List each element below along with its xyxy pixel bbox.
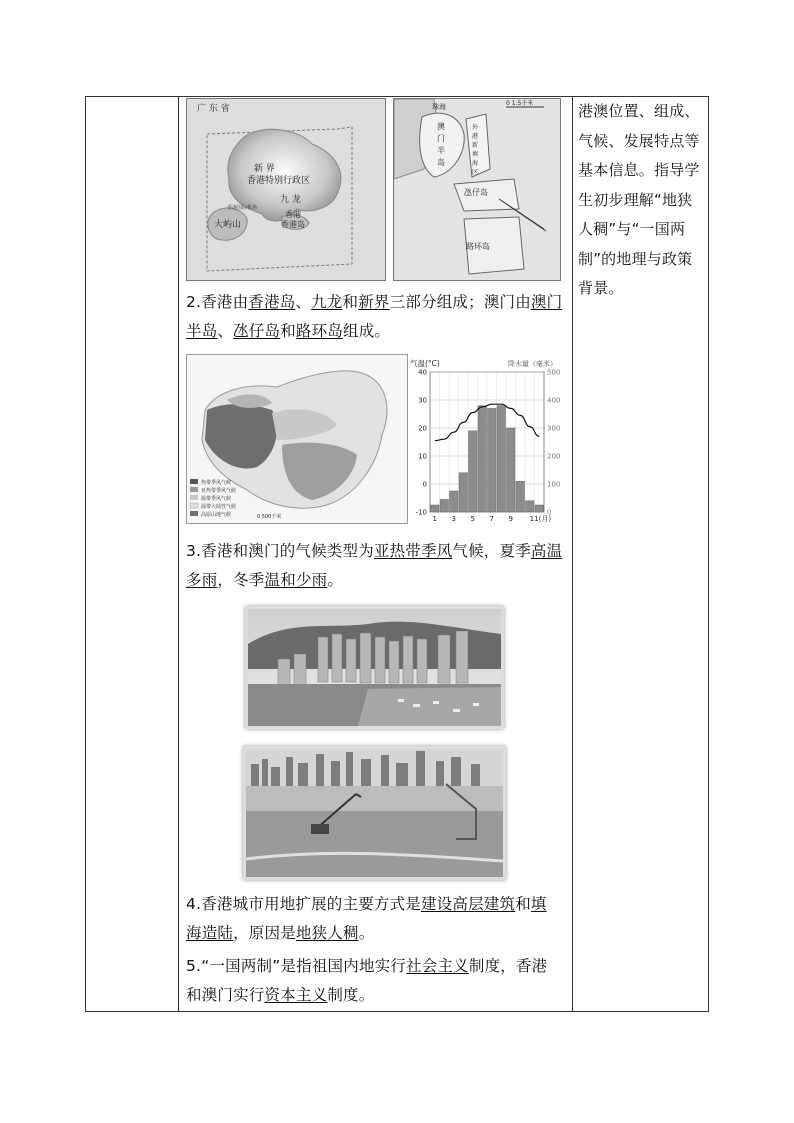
- map-hkisland-label: 香港岛: [281, 220, 305, 229]
- text5-line2-prefix: 和澳门实行: [186, 986, 265, 1004]
- text-composition: [186, 288, 568, 346]
- text2-sep1: 、: [295, 293, 312, 311]
- text2-hk-island: 香港岛: [248, 293, 296, 311]
- chart-ylabel-right: 降水量（毫米）: [508, 360, 557, 368]
- text2-and2: 和: [280, 322, 296, 340]
- map-airport-label: 香港国际机场: [227, 205, 258, 211]
- text4-reclaim-2: 海造陆: [186, 924, 234, 942]
- text2-end: 组成。: [343, 322, 391, 340]
- chart-xtick: 5: [470, 515, 475, 523]
- note-line-7: 背景。: [578, 279, 624, 297]
- text2-macau-2: 半岛: [186, 322, 218, 340]
- macau-zhuhai-label: 珠海: [432, 103, 446, 111]
- chart-ytick-right: 200: [547, 452, 561, 461]
- precipitation-bar: [526, 501, 535, 512]
- chart-ytick-right: 400: [547, 396, 561, 405]
- legend-tropical: 热带季风气候: [201, 480, 232, 486]
- text4-reason: 地狭人稠: [295, 924, 359, 942]
- note-line-6: 制”的地理与政策: [578, 249, 693, 268]
- text4-mid: ，原因是: [233, 924, 296, 942]
- precipitation-bar: [459, 473, 468, 512]
- macau-harbor-char-5: 海: [472, 160, 479, 167]
- chart-xtick: 1: [432, 515, 437, 523]
- chart-ytick-right: 100: [547, 480, 561, 489]
- text3-summer-1: 高温: [530, 542, 563, 560]
- text3-mid: 气候，夏季: [452, 542, 531, 560]
- map-lantau-label: 大屿山: [214, 220, 242, 230]
- map-province-label: 广 东 省: [197, 104, 230, 114]
- column-divider-1: [178, 97, 179, 1011]
- text2-kowloon: 九龙: [311, 293, 343, 311]
- highrise-photo: [245, 606, 504, 729]
- precipitation-bar: [440, 499, 449, 512]
- macau-harbor-char-1: 外: [472, 124, 479, 131]
- legend-subtropical: 亚热带季风气候: [201, 488, 237, 494]
- note-line-4: 生初步理解“地狭: [578, 190, 693, 209]
- chart-xtick: 11(月): [529, 515, 552, 523]
- legend-continental: 温带大陆性气候: [201, 504, 237, 510]
- legend-plateau: 高原山地气候: [201, 512, 232, 518]
- text3-mid2: ，冬季: [217, 571, 265, 589]
- chart-ytick-right: 500: [547, 368, 561, 377]
- text2-new-territories: 新界: [358, 293, 390, 311]
- map-hk-label: 香港: [285, 210, 301, 219]
- macau-map: [393, 98, 561, 281]
- text4-reclaim-1: 填: [530, 895, 547, 913]
- text3-winter: 温和少雨: [264, 571, 328, 589]
- chart-ytick-right: 300: [547, 424, 561, 433]
- chart-xtick: 3: [451, 515, 456, 523]
- precipitation-bar: [507, 428, 516, 512]
- macau-harbor-char-2: 港: [472, 133, 479, 140]
- text4-highrise: 建设高层建筑: [421, 895, 516, 913]
- map-sar-label: 香港特别行政区: [247, 176, 311, 186]
- chart-ytick-left: -10: [415, 508, 427, 517]
- legend-temperate-monsoon: 温带季风气候: [201, 496, 232, 502]
- column-divider-2: [572, 97, 573, 1011]
- text-land-expansion: [186, 890, 568, 948]
- macau-peninsula-char-2: 门: [437, 134, 445, 143]
- macau-coloane-label: 路环岛: [466, 242, 490, 251]
- precipitation-bar: [535, 505, 544, 512]
- chart-xtick: 9: [508, 515, 513, 523]
- precipitation-bar: [478, 406, 487, 512]
- note-line-2: 气候、发展特点等: [578, 131, 700, 150]
- macau-peninsula-char-1: 澳: [437, 122, 445, 131]
- climate-map-scale: 0 500千米: [257, 514, 282, 520]
- note-line-3: 基本信息。指导学: [578, 161, 700, 179]
- text2-taipa: 氹仔岛: [233, 322, 281, 340]
- china-climate-map: [186, 354, 408, 524]
- chart-ytick-left: 40: [418, 368, 427, 377]
- text2-prefix: 2.香港由: [186, 293, 249, 311]
- text3-end: 。: [327, 571, 344, 589]
- text3-climate-type: 亚热带季风: [373, 542, 453, 560]
- text2-macau-1: 澳门: [530, 293, 563, 311]
- hong-kong-map: [186, 98, 386, 281]
- text-climate: [186, 537, 568, 595]
- text4-end: 。: [358, 924, 375, 942]
- text3-summer-2: 多雨: [186, 571, 218, 589]
- chart-xtick: 7: [489, 515, 494, 523]
- text4-and: 和: [515, 895, 531, 913]
- macau-scale-label: 0 1.5千米: [506, 100, 534, 107]
- text4-prefix: 4.香港城市用地扩展的主要方式是: [186, 895, 421, 913]
- macau-harbor-char-3: 新: [472, 142, 479, 149]
- text5-prefix: 5.“一国两制”是指祖国内地实行: [186, 957, 407, 975]
- chart-ylabel-left: 气温(°C): [410, 359, 440, 368]
- precipitation-bar: [488, 408, 497, 512]
- macau-peninsula-char-4: 岛: [437, 158, 445, 167]
- text5-end: 制度。: [327, 986, 375, 1004]
- macau-peninsula-char-3: 半: [437, 146, 445, 155]
- text-one-country-two-systems: [186, 952, 568, 1010]
- macau-harbor-char-6: 区: [472, 169, 479, 176]
- chart-ytick-left: 10: [418, 452, 427, 461]
- map-newterritories-label: 新 界: [254, 164, 275, 174]
- chart-ytick-right: 0: [547, 508, 552, 517]
- teaching-notes: [578, 97, 706, 304]
- precipitation-bar: [497, 406, 506, 512]
- climate-chart: [408, 354, 566, 524]
- note-line-1: 港澳位置、组成、: [578, 102, 700, 120]
- text5-capitalism: 资本主义: [264, 986, 328, 1004]
- text2-sep2: 、: [217, 322, 234, 340]
- climate-chart-svg: [408, 354, 566, 524]
- reclamation-photo: [243, 746, 506, 880]
- map-kowloon-label: 九 龙: [280, 195, 301, 205]
- text2-coloane: 路环岛: [295, 322, 344, 340]
- precipitation-bar: [431, 505, 440, 512]
- precipitation-bar: [516, 481, 525, 512]
- text3-prefix: 3.香港和澳门的气候类型为: [186, 542, 374, 560]
- text2-and1: 和: [342, 293, 359, 311]
- note-line-5: 人稠”与“一国两: [578, 220, 686, 238]
- precipitation-bar: [450, 491, 459, 512]
- chart-ytick-left: 20: [418, 424, 427, 433]
- macau-harbor-char-4: 填: [472, 151, 479, 158]
- macau-taipa-label: 氹仔岛: [464, 188, 488, 197]
- chart-ytick-left: 0: [422, 480, 427, 489]
- text5-socialism: 社会主义: [406, 957, 469, 975]
- text2-mid: 三部分组成；澳门由: [389, 293, 531, 311]
- text5-mid: 制度，香港: [468, 957, 548, 975]
- precipitation-bar: [469, 431, 478, 512]
- chart-ytick-left: 30: [418, 396, 427, 405]
